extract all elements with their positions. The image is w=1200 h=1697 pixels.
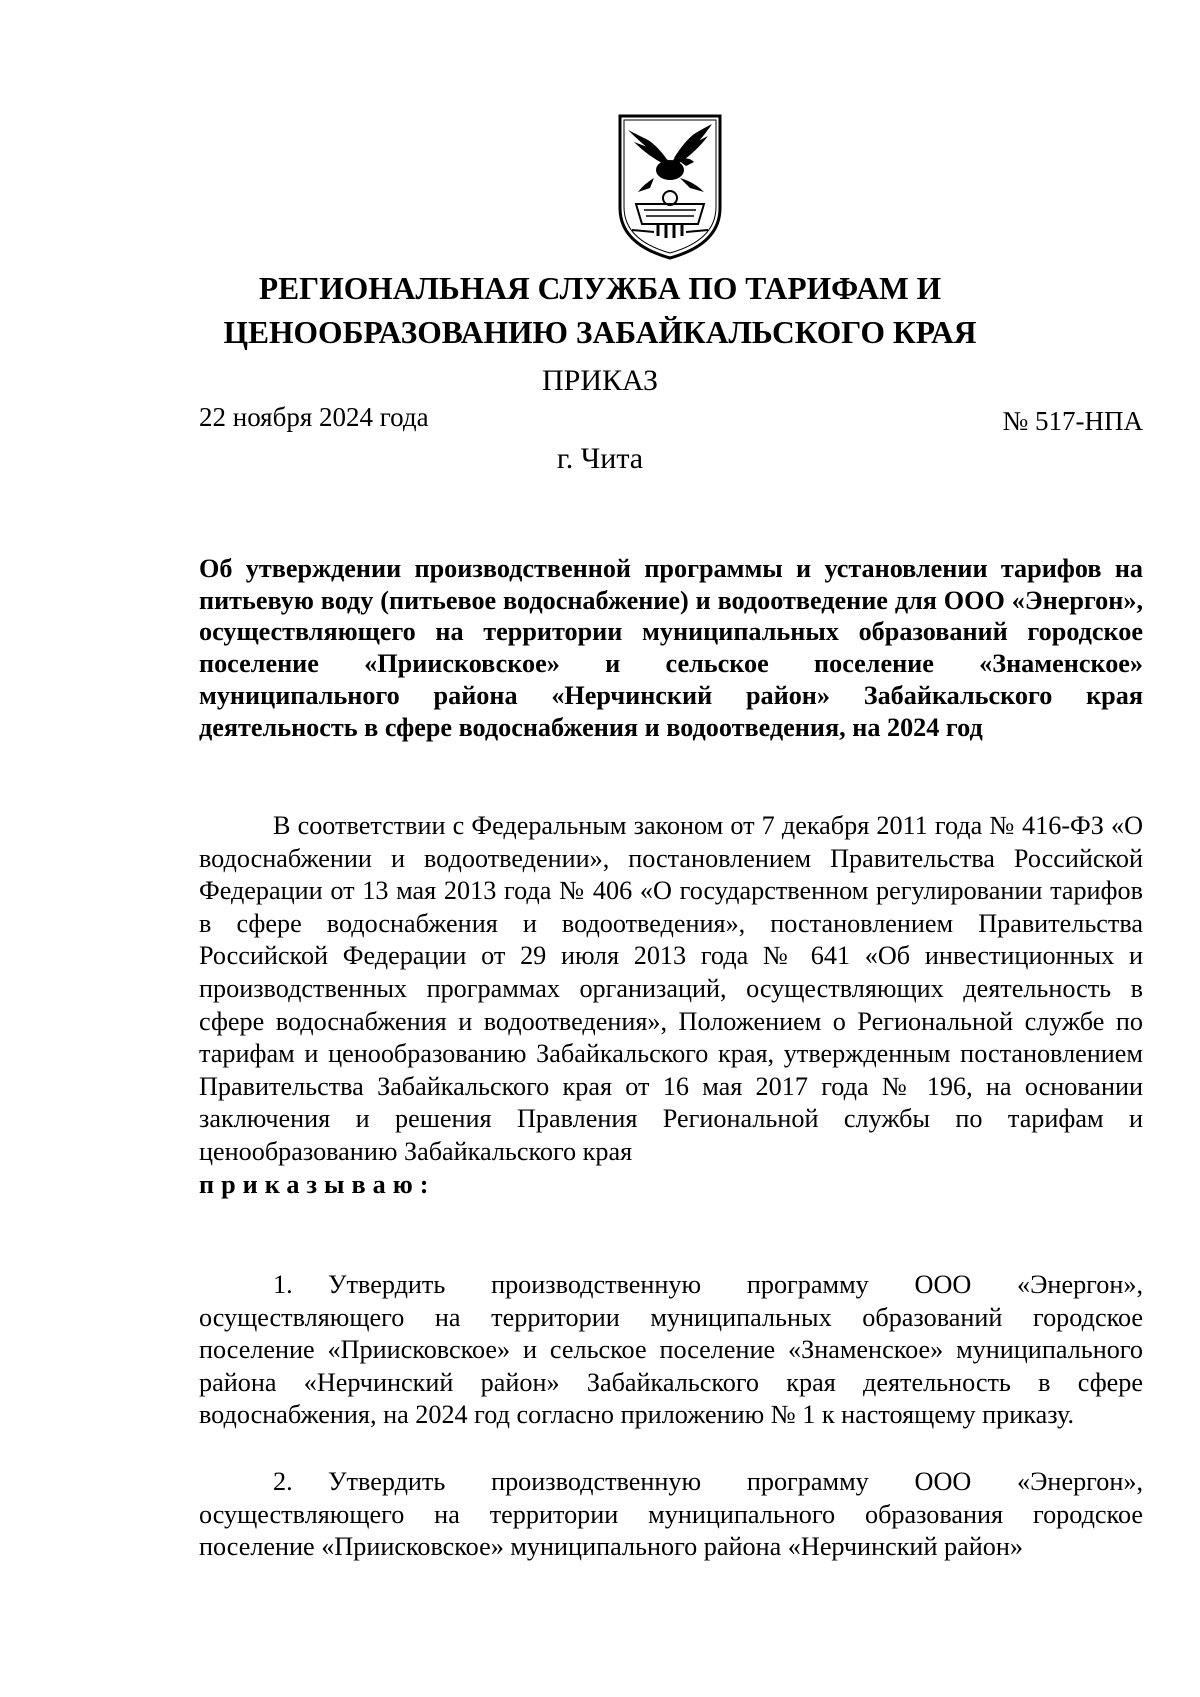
- order-item-number: 2.: [273, 1467, 293, 1496]
- decree-word: приказываю:: [199, 1169, 436, 1199]
- preamble-text: В соответствии с Федеральным законом от 7 декабря 2011 года № 416-ФЗ «О водоснабжении и водоотведении», постановлением Правительства Российской Федерации от 13 мая 2013 года № 406 «О государственном регулировании тарифов в сфере водоснабжения и водоотведения», постановлением Правительства Российской Федерации от 29 июля 2013 года № 641 «Об инвестиционных и производственных программах организаций, осуществляющих деятельность в сфере водоснабжения и водоотведения», Положением о Региональной службе по тарифам и ценообразованию Забайкальского края, утвержденным постановлением Правительства Забайкальского края от 16 мая 2017 года № 196, на основании заключения и решения Правления Региональной службы по тарифам и ценообразованию Забайкальского края: [199, 811, 1143, 1166]
- document-subject: Об утверждении производственной программы и установлении тарифов на питьевую воду (питьевое водоснабжение) и водоотведение для ООО «Энергон», осуществляющего на территории муниципальных образований городское поселение «Приисковское» и сельское поселение «Знаменское» муниципального района «Нерчинский район» Забайкальского края деятельность в сфере водоснабжения и водоотведения, на 2024 год: [199, 554, 1143, 742]
- agency-name-line2: ЦЕНООБРАЗОВАНИЮ ЗАБАЙКАЛЬСКОГО КРАЯ: [223, 315, 977, 350]
- order-item-text: Утвердить производственную программу ООО «Энергон», осуществляющего на территории муниципального образования городское поселение «Приисковское» муниципального района «Нерчинский район»: [199, 1467, 1143, 1562]
- order-item-number: 1.: [273, 1270, 293, 1299]
- document-date: 22 ноября 2024 года: [199, 402, 429, 432]
- order-item: [199, 1269, 1143, 1432]
- document-number: № 517-НПА: [1002, 406, 1143, 436]
- document-type: ПРИКАЗ: [542, 364, 658, 397]
- order-item-text: Утвердить производственную программу ООО «Энергон», осуществляющего на территории муниципальных образований городское поселение «Приисковское» и сельское поселение «Знаменское» муниципального района «Нерчинский район» Забайкальского края деятельность в сфере водоснабжения, на 2024 год согласно приложению № 1 к настоящему приказу.: [199, 1270, 1143, 1430]
- agency-name: [0, 267, 1200, 355]
- agency-name-line1: РЕГИОНАЛЬНАЯ СЛУЖБА ПО ТАРИФАМ И: [258, 271, 942, 306]
- document-city: г. Чита: [556, 442, 644, 475]
- order-item: [199, 1466, 1143, 1564]
- coat-of-arms-icon: [614, 112, 726, 262]
- preamble: [199, 810, 1143, 1201]
